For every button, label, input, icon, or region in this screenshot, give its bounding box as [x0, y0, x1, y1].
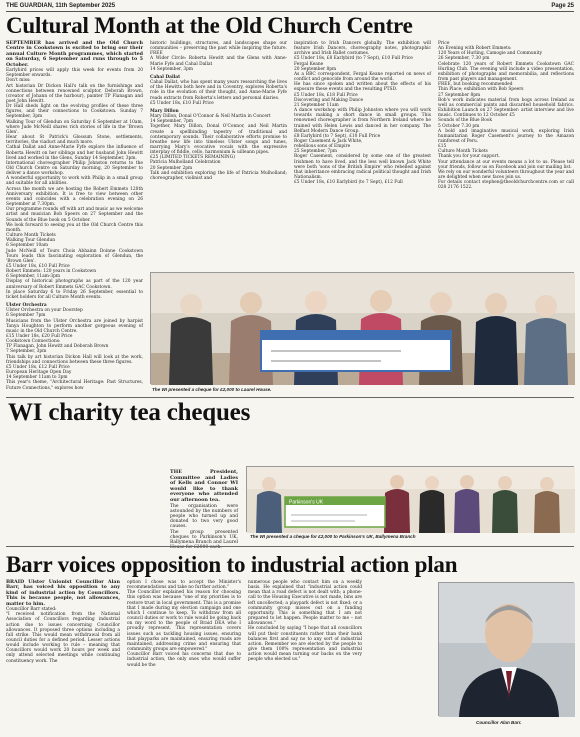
cheque-photo-image: [247, 467, 575, 533]
article-paragraph: Musicians from the Ulster Orchestra are joined by harpist Tanya Houghton to perform another gorgeous evening of music in the Old Church Centre.: [6, 318, 143, 334]
article-paragraph: FREE, but booking recommended: [438, 82, 513, 88]
article-paragraph: £5 Under 18s, £18 Full Price: [294, 92, 358, 98]
article-column-2: [150, 41, 287, 181]
divider: [6, 397, 574, 398]
article-paragraph: Ulster Orchestra on your Doorstep: [6, 308, 83, 314]
article-paragraph: 5 October 7.30 pm: [438, 123, 480, 129]
divider: [6, 546, 574, 547]
article-paragraph: Mary Dillon: [150, 108, 179, 114]
article-paragraph: Across the month we are hosting the Robert Emmets 120th Anniversary exhibition. It is free to view between other events and coincides with a celebration evening on 26 September at 7.30pm.: [6, 186, 143, 208]
article-paragraph: SEPTEMBER has arrived and the Old Church Centre in Cookstown is excited to bring our their annual Culture Month programmes, which started on Saturday, 6 September and runs through to 5 October.: [6, 40, 143, 68]
article-paragraph: Walking Tour of Glendun on Saturday 6 September at 10am, where Jude McNeill shares rich stories of life in the 'Brown Glen'.: [6, 119, 143, 135]
wi-paragraph: The organisation were astounded by the numbers of people who turned up and donated to two very good causes.: [170, 503, 238, 530]
article-paragraph: A wonderful opportunity to work with Philip in a small group and suitable for all abilities.: [6, 176, 143, 187]
article-paragraph: 20 September 8pm: [294, 66, 337, 72]
group-photo-image: [151, 273, 575, 385]
article-paragraph: Patricia Mulholland Celebration: [150, 160, 221, 166]
article-paragraph: This talk by art historian Dickon Hall will look at the work, friendships and connections between these three figures.: [6, 354, 143, 365]
laurel-house-caption: The WI presented a cheque for £2,000 to Laurel House.: [152, 387, 272, 392]
cheque-label: Parkinson's UK: [289, 499, 324, 506]
barr-columns: [6, 580, 426, 734]
article-paragraph: 14 September, 3pm: [150, 66, 194, 72]
article-paragraph: Your attendance at our events means a lot to us. Please tell your friends, follow us on Facebook and join our mailing list.: [438, 159, 574, 170]
article-paragraph: Don't miss:: [6, 78, 31, 84]
article-paragraph: Robert Emmets: 120 years in Cookstown: [6, 269, 97, 275]
article-paragraph: In place Saturday 6 to Friday 26 September, essential to ticket holders for all Culture Month events.: [6, 289, 143, 300]
barr-column-2: [127, 580, 241, 734]
wi-lead: THE President, Committee and Ladies of Kells and Connor WI would like to thank everyone who attended our afternoon tea.: [170, 469, 238, 503]
article-paragraph: "I received notification from the National Association of Councillors regarding industrial action due to issues concerning Councillor allowances. It proposed three options including a full strike. This would mean withdrawal from all council duties for a defined period. Lesser actions would include working to rule – meaning that Councillors would work 20 hours per week and only attend selected meetings while continuing constituency work. The: [6, 612, 120, 664]
article-paragraph: 26 September, 7.30 pm: [438, 56, 490, 62]
parkinsons-photo: [246, 466, 574, 532]
article-paragraph: Cahal Dallat, who has spent many years researching the lives of the Hewitts both here and in Coventry, explores Roberta's role in the evolution of their thought, and Anne-Marie Fyfe reads extracts from Roberta's letters and personal diaries.: [150, 80, 287, 101]
article-paragraph: We rely on our wonderful volunteers throughout the year and are delighted when new faces join us.: [438, 169, 574, 181]
councillor-caption: Councillor Alan Barr.: [476, 720, 522, 725]
article-column-4: [438, 41, 574, 191]
article-paragraph: Fergal Keane: [294, 61, 324, 67]
article-paragraph: 21 September 11am: [294, 102, 339, 108]
article-paragraph: He concluded by saying "I hope that all councillors will put their constituents rather than their bank balances first and say no to any sort of industrial action. Remember we are elected by the people to give them 100% representation and industrial action would mean turning our backs on the very people who elected us.": [248, 626, 362, 663]
article-paragraph: Display of historical photographs as part of the 120 year anniversary of Robert Emmets GAC Cookstown.: [6, 279, 143, 290]
article-paragraph: Earlybird prices will apply this week for events from 20 September onwards.: [6, 68, 143, 79]
parkinsons-caption: The WI presented a cheque for £2,000 to Parkinson's UK, Ballymena Branch: [250, 534, 416, 539]
article-paragraph: Bob's work indicates material from bogs across Ireland as well as commercial paints and discarded household fabrics. Exhibition Launch on 27 September: artist interview and live music. Continues to 12 October £5: [438, 97, 574, 119]
laurel-house-photo: [150, 272, 574, 384]
culture-month-headline: Cultural Month at the Old Church Centre: [6, 13, 413, 38]
article-paragraph: Hear about St Patrick's Glossum Stone, settlements, territories, the viaduct and much more.: [6, 135, 143, 146]
wi-article-body: [170, 470, 238, 550]
article-paragraph: Culture Month Tickets: [438, 149, 488, 155]
article-paragraph: Councillor Barr stated:: [6, 607, 57, 613]
article-paragraph: TP Flanagan, John Hewitt and Deborah Brown: [6, 344, 109, 350]
article-paragraph: 6 September, 11am-3pm: [6, 274, 60, 280]
article-paragraph: option I chose was to accept the Minister's recommendations and take no further action.": [127, 580, 241, 591]
article-paragraph: 14 September 11am to 3pm: [6, 375, 68, 381]
article-paragraph: historic buildings, structures, and landscapes shape our communities – preserving the past while inspiring the future. FREE: [150, 41, 287, 57]
article-column-3: [294, 41, 431, 186]
article-paragraph: Our programme rounds off with art and music as we welcome artist and musician Bob Speers on 27 September and the Sounds of the Blue book on 5 October.: [6, 207, 143, 223]
article-paragraph: Walking Tour Glendun: [6, 238, 56, 244]
article-paragraph: The Councillor explained his reason for choosing this option was because "one of my priorities is to restore trust in local government. This is a promise that I made during my election campaign and one which I continue to keep. To withdraw from all council duties or work to rule would be going back on my word to the people of Braid DEA who I proudly represent. This representation covers issues such as tackling housing issues, ensuring that playparks are maintained, ensuring roads are maintained, addressing crime and ensuring that community groups are empowered.": [127, 590, 241, 653]
article-paragraph: inspiration to Irish Dancers globally. The exhibition will feature Irish Dancers, choreography notes, photographic archive and Irish Ballet costumes.: [294, 41, 431, 57]
article-paragraph: Cathal Dallat and Anne-Marie Fyfe explore the influence of Roberta Hewitt on her siblings and her husband John Hewitt lived and worked in the Glens, Sunday 14 September, 3pm.: [6, 145, 143, 161]
article-paragraph: Celebrate 120 years of Robert Emmets Cookstown GAC Hurling Club. The evening will include a video presentation, exhibition of photographs and memorabilia, and reflections from past players and management.: [438, 61, 574, 83]
article-paragraph: We look forward to seeing you at the Old Church Centre this month.: [6, 222, 143, 233]
article-paragraph: 6 September 10am: [6, 243, 48, 249]
article-paragraph: An Evening with Robert Emmets:: [438, 46, 512, 52]
barr-column-1: [6, 580, 120, 734]
article-paragraph: Price: [438, 41, 450, 46]
article-paragraph: £8 Earlybird (to 7 Sept), £10 Full Price: [294, 133, 381, 139]
article-paragraph: 27 September 8pm: [438, 92, 481, 98]
article-paragraph: Roger Casement, considered by some one of the greatest Irishmen to have lived, and the less well known Jack White were both 'sons of the British Empire' who rebelled against that inheritance embracing radical political thought and Irish Nationalism.: [294, 154, 431, 181]
article-paragraph: Art historian Dr Dickon Hall's talk on the furnishings and connections between renowned sculptor, Deborah Brown, (creator of Johann of the harbour), painter TP Flanagan and poet John Hewitt.: [6, 83, 143, 104]
article-paragraph: Councillor Barr voiced his concerns that due to industrial action, the only ones who would suffer would be the: [127, 652, 241, 668]
article-paragraph: Together, Mary Dillon, Donal O'Connor, and Neil Martin create a spellbinding tapestry of traditional and contemporary sounds. Their collaborative efforts promise to breathe new life into timeless Ulster songs and tunes, marrying Mary's evocative vocals with the expressive interplay of fiddle, cello, harmonium & uilleann pipes.: [150, 124, 287, 156]
article-paragraph: European Heritage Open Day: [6, 370, 72, 376]
article-paragraph: £5 Under 18s, £12 Full Price: [6, 364, 70, 370]
article-paragraph: Mary Dillon, Donal O'Connor & Neil Martin in Concert: [150, 114, 271, 120]
paper-date: THE GUARDIAN, 11th September 2025: [6, 2, 116, 9]
wi-headline: WI charity tea cheques: [8, 399, 251, 426]
article-paragraph: Dr Hall sheds light on the evolving profiles of these three figures, and their connections to Cookstown. Sunday 7 September, 3pm: [6, 104, 143, 120]
wi-paragraph: The group presented cheques to Parkinson's UK, Ballymena Branch and Laurel House for £2000 each.: [170, 529, 238, 551]
article-paragraph: rebellious sons of Empire: [294, 144, 351, 150]
article-paragraph: £5 Under 18s, £10 Earlybird (to 7 Sept), £12 Full: [294, 180, 403, 186]
page-number: Page 25: [551, 2, 574, 9]
article-paragraph: As a BBC correspondent, Fergal Keane reported on news of conflict and genocide from around the world.: [294, 71, 431, 83]
article-paragraph: Ulster Orchestra: [6, 303, 47, 309]
article-paragraph: £15 Under 18s, £20 Full Price: [6, 334, 73, 339]
article-paragraph: 6 September 7pm: [6, 313, 46, 319]
article-paragraph: Jude McNeill of Tours Chois Abhainn Doinne Cookstown Tours leads this fascinating exploration of Glendun, the 'Brown Glen'.: [6, 248, 143, 264]
article-paragraph: BRAID Ulster Unionist Councillor Alan Barr, has voiced his opposition to any kind of industrial action by Councillors. This is because people, not allowances, matter to him.: [6, 579, 120, 607]
article-paragraph: He has since spoken and written about the effects of his exposure these events and the resulting PTSD.: [294, 82, 431, 93]
article-paragraph: For details contact stephen@theoldchurchcentre.com or call 028 2176 1522.: [438, 180, 574, 191]
article-paragraph: A dance workshop with Philip Johnston where you will work towards making a short dance in small groups. This renowned choreographer is from Northern Ireland where he trained with Helen Lewis and danced in her company. The Belfast Modern Dance Group.: [294, 108, 431, 134]
article-paragraph: Cahal Dallat: [150, 74, 181, 80]
article-paragraph: £5 Under 18s, £10 Full Price: [150, 100, 214, 106]
councillor-barr-photo: [438, 582, 574, 716]
article-paragraph: 25 September, 7pm: [294, 149, 338, 155]
article-paragraph: Talk and exhibition exploring the life of Patricia Mulholland; choreographer, violinist and: [150, 170, 287, 181]
article-paragraph: £15: [438, 144, 447, 150]
article-paragraph: International choreographer Philip Johnston returns to the Old Church Centre on Saturday morning, 20 September to deliver a dance workshop.: [6, 160, 143, 177]
portrait-image: [439, 583, 575, 717]
article-paragraph: Roger Casement & Jack White,: [294, 138, 363, 144]
article-paragraph: Discovering and Making Dance: [294, 97, 364, 103]
article-paragraph: 14 September, 7pm: [150, 119, 194, 125]
article-paragraph: £5 Under 18s, £10 Full Price: [6, 263, 70, 269]
article-paragraph: numerous people who contact him on a weekly basis. He explained that "industrial action could mean that a road defect is not dealt with; a phone-call to the Housing Executive is not made, bins are left uncollected; a playpark defect is not fixed; or a community group misses out on a funding opportunity. This is something that I am not prepared to let happen. People matter to me – not allowances.": [248, 580, 362, 627]
article-paragraph: £5 Under 18s, £8 Earlybird (to 7 Sept), £10 Full Price: [294, 56, 413, 62]
barr-column-3: [248, 580, 362, 734]
article-paragraph: Cookstown Connections:: [6, 339, 61, 345]
article-paragraph: 20 September 2pm: [150, 165, 193, 171]
article-paragraph: Thank you for your support.: [438, 154, 500, 160]
article-paragraph: A bold and imaginative musical work, exploring Irish humanitarian Roger Casement's journey to the Amazon rainforest of Peru.: [438, 128, 574, 144]
article-paragraph: 7 September, 3pm: [6, 349, 47, 355]
article-paragraph: A Wider Circle: Roberta Hewitt and the Glens with Anne-Marie Fyfe and Cahal Dallat: [150, 56, 287, 67]
article-paragraph: Thin Place; exhibition with Bob Speers: [438, 87, 524, 93]
article-column-1: [6, 41, 143, 403]
article-paragraph: Sounds of the Blue Book: [438, 118, 493, 124]
barr-headline: Barr voices opposition to industrial action plan: [6, 552, 458, 577]
article-paragraph: This year's theme, "Architectural Heritage: Past Structures, Future Connections," explores how: [6, 380, 143, 391]
article-paragraph: £25 (LIMITED TICKETS REMAINING): [150, 155, 235, 161]
article-paragraph: 120 Years of Hurling, Camogie and Community: [438, 51, 543, 57]
article-paragraph: Culture Month Tickets: [6, 233, 56, 239]
masthead: [6, 0, 574, 12]
